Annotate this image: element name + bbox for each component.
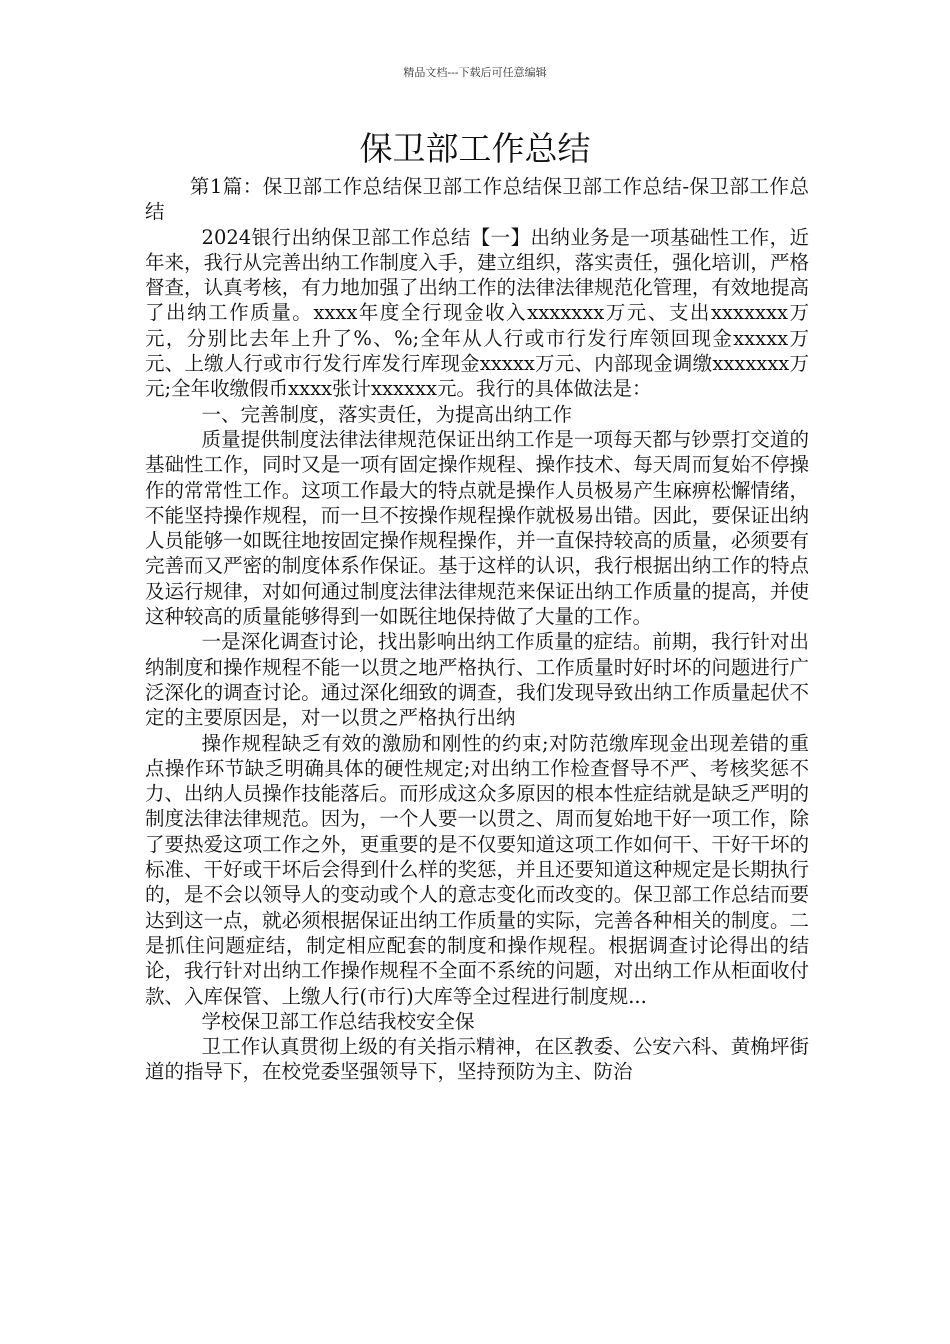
paragraph: 一、完善制度，落实责任，为提高出纳工作 [201, 402, 573, 426]
paragraph: 卫工作认真贯彻上级的有关指示精神，在区教委、公安六科、黄桷坪街道的指导下，在校党委坚强领导下，坚持预防为主、防治 [145, 1035, 809, 1084]
paragraph: 一是深化调查讨论，找出影响出纳工作质量的症结。前期，我行针对出纳制度和操作规程不能一以贯之地严格执行、工作质量时好时坏的问题进行广泛深化的调查讨论。通过深化细致的调查，我们发现导致出纳工作质量起伏不定的主要原因是，对一以贯之严格执行出纳 [145, 630, 809, 730]
paragraph: 学校保卫部工作总结我校安全保 [201, 1009, 475, 1033]
document-body [145, 174, 809, 1085]
paragraph: 第1篇：保卫部工作总结保卫部工作总结保卫部工作总结-保卫部工作总结 [145, 175, 809, 224]
paragraph: 操作规程缺乏有效的激励和刚性的约束;对防范缴库现金出现差错的重点操作环节缺乏明确具体的硬性规定;对出纳工作检查督导不严、考核奖惩不力、出纳人员操作技能落后。而形成这众多原因的根本性症结就是缺乏严明的制度法律法律规范。因为，一个人要一以贯之、周而复始地干好一项工作，除了要热爱这项工作之外，更重要的是不仅要知道这项工作如何干、干好干坏的标准、干好或干坏后会得到什么样的奖惩，并且还要知道这种规定是长期执行的，是不会以领导人的变动或个人的意志变化而改变的。保卫部工作总结而要达到这一点，就必须根据保证出纳工作质量的实际，完善各种相关的制度。二是抓住问题症结，制定相应配套的制度和操作规程。根据调查讨论得出的结论，我行针对出纳工作操作规程不全面不系统的问题，对出纳工作从柜面收付款、入库保管、上缴人行(市行)大库等全过程进行制度规... [145, 731, 809, 1008]
paragraph: 质量提供制度法律法律规范保证出纳工作是一项每天都与钞票打交道的基础性工作，同时又是一项有固定操作规程、操作技术、每天周而复始不停操作的常常性工作。这项工作最大的特点就是操作人员极易产生麻痹松懈情绪，不能坚持操作规程，而一旦不按操作规程操作就极易出错。因此，要保证出纳人员能够一如既往地按固定操作规程操作，并一直保持较高的质量，必须要有完善而又严密的制度体系作保证。基于这样的认识，我行根据出纳工作的特点及运行规律，对如何通过制度法律法律规范来保证出纳工作质量的提高，并使这种较高的质量能够得到一如既往地保持做了大量的工作。 [145, 427, 809, 629]
header-note: 精品文档---下载后可任意编辑 [403, 66, 547, 79]
document-title: 保卫部工作总结 [359, 129, 591, 168]
paragraph: 2024银行出纳保卫部工作总结【一】出纳业务是一项基础性工作，近年来，我行从完善出纳工作制度入手，建立组织，落实责任，强化培训，严格督查，认真考核，有力地加强了出纳工作的法律法律规范化管理，有效地提高了出纳工作质量。xxxx年度全行现金收入xxxxxxx万元、支出xxxxxxx万元，分别比去年上升了%、%;全年从人行或市行发行库领回现金xxxxx万元、上缴人行或市行发行库发行库现金xxxxx万元、内部现金调缴xxxxxxx万元;全年收缴假币xxxx张计xxxxxx元。我行的具体做法是： [145, 225, 809, 401]
